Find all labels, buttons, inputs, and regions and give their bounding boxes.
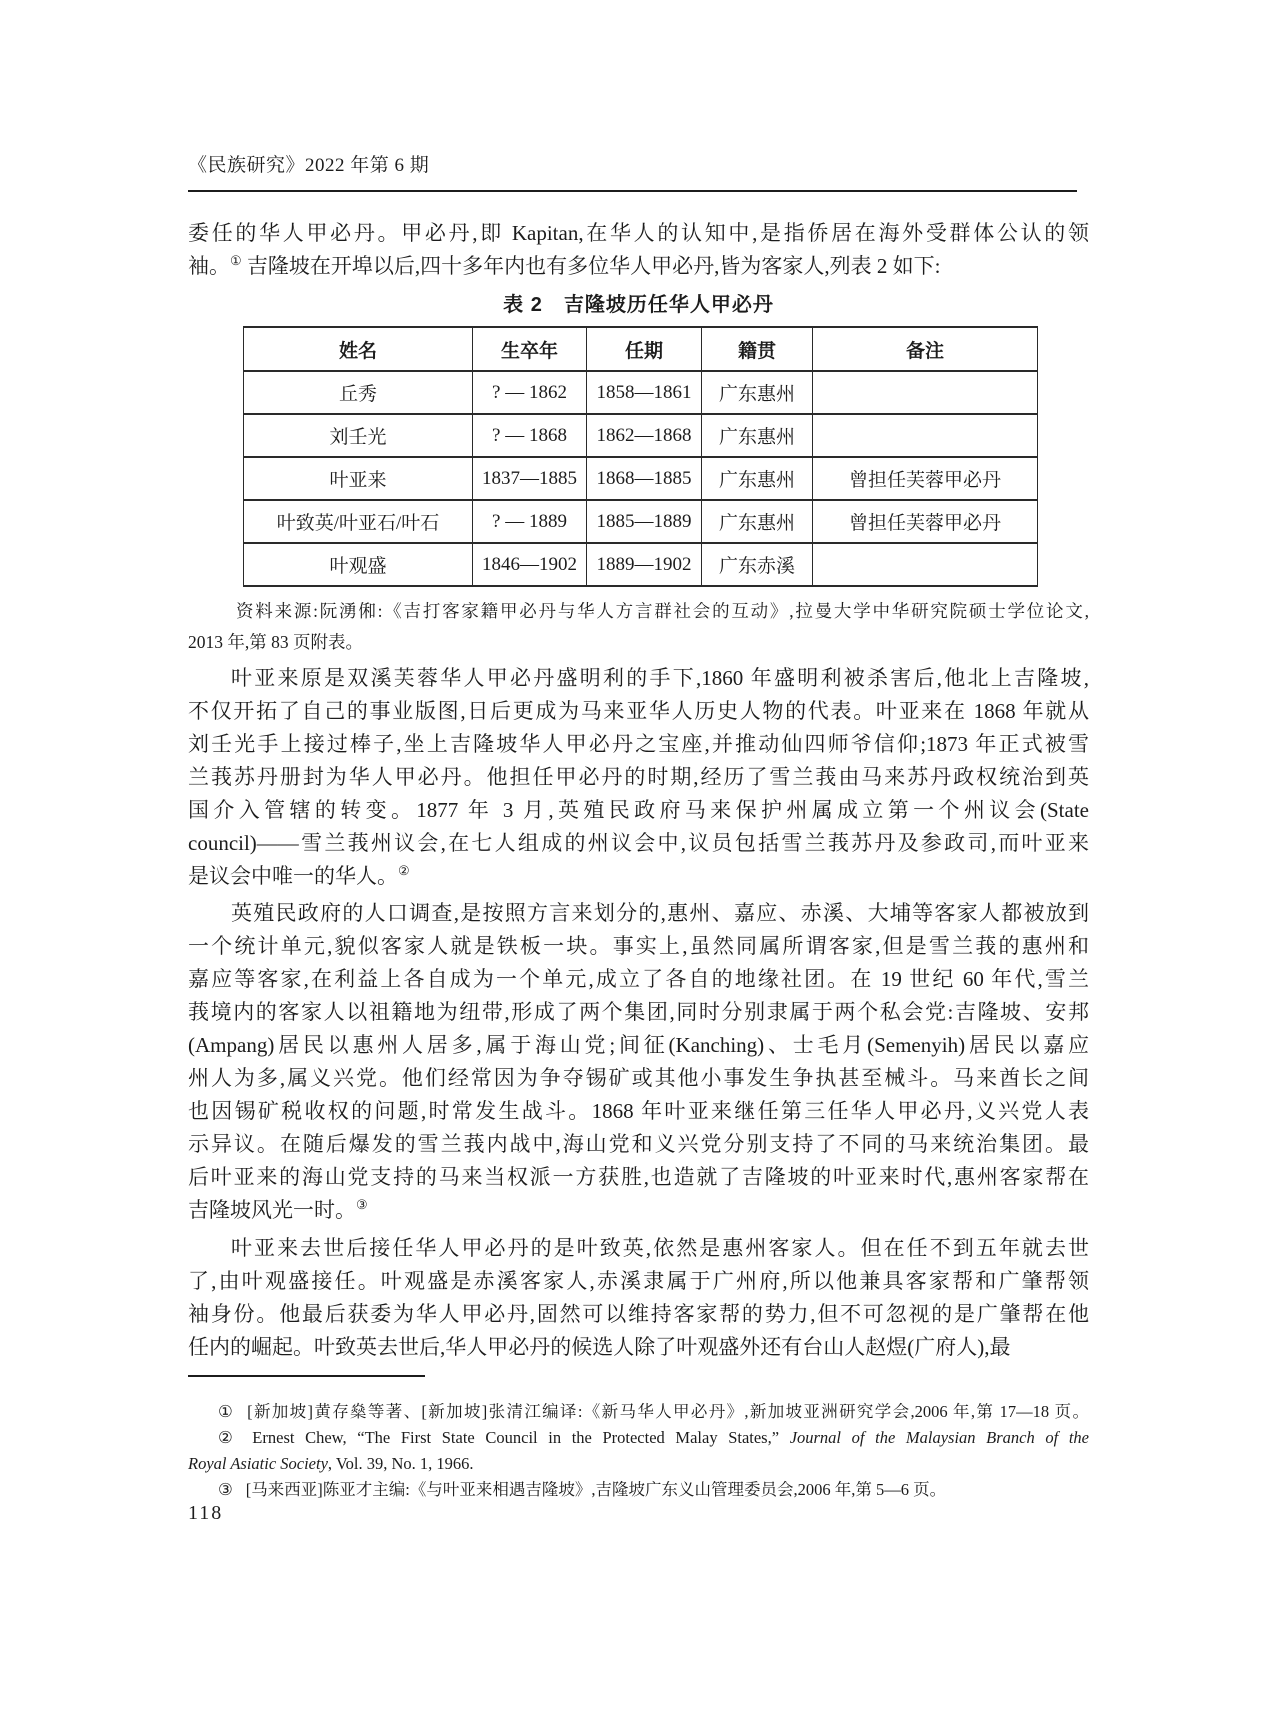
- table-cell: 叶观盛: [244, 543, 473, 586]
- footnote-2-journal-title: Journal of the Malaysian Branch of the: [789, 1428, 1089, 1447]
- table-header-cell: 任期: [587, 327, 702, 371]
- paragraph-census-factions-line: 嘉应等客家,在利益上各自成为一个单元,成立了各自的地缘社团。在 19 世纪 60 年代,雪兰: [188, 967, 1089, 991]
- paragraph-intro-line: 委任的华人甲必丹。甲必丹,即 Kapitan,在华人的认知中,是指侨居在海外受群体公认的领: [188, 221, 1089, 245]
- table-cell: 广东惠州: [702, 414, 813, 457]
- table-header-cell: 备注: [813, 327, 1038, 371]
- paragraph-yap-ah-loy-line: 不仅开拓了自己的事业版图,日后更成为马来亚华人历史人物的代表。叶亚来在 1868 年就从: [188, 699, 1089, 723]
- table-cell: 1858—1861: [587, 371, 702, 414]
- paragraph-intro: [188, 217, 1089, 283]
- table-cell: 1862—1868: [587, 414, 702, 457]
- footnote-3-marker: ③: [218, 1480, 233, 1499]
- footnote-2-marker: ②: [218, 1428, 240, 1447]
- journal-header: 《民族研究》2022 年第 6 期: [188, 155, 430, 176]
- table-header-cell: 姓名: [244, 327, 473, 371]
- paragraph-yap-ah-loy-line: 兰莪苏丹册封为华人甲必丹。他担任甲必丹的时期,经历了雪兰莪由马来苏丹政权统治到英: [188, 765, 1089, 789]
- paragraph-census-factions-line: 吉隆坡风光一时。③: [188, 1197, 368, 1222]
- paragraph-census-factions-line: (Ampang)居民以惠州人居多,属于海山党;间征(Kanching)、士毛月(Semenyih)居民以嘉应: [188, 1033, 1089, 1057]
- table-cell: ? — 1862: [473, 371, 587, 414]
- table-cell: 刘壬光: [244, 414, 473, 457]
- footnote-1: [188, 1399, 1089, 1425]
- paragraph-yap-ah-loy-line: 叶亚来原是双溪芙蓉华人甲必丹盛明利的手下,1860 年盛明利被杀害后,他北上吉隆坡,: [231, 666, 1089, 690]
- table-cell: ? — 1889: [473, 500, 587, 543]
- footnote-2-line2: [188, 1451, 1089, 1477]
- paragraph-yap-ah-loy: [188, 662, 1089, 893]
- paragraph-succession-line: 任内的崛起。叶致英去世后,华人甲必丹的候选人除了叶观盛外还有台山人赵煜(广府人),最: [188, 1335, 1011, 1359]
- table-row: [244, 414, 1038, 457]
- footnote-1-marker: ①: [218, 1402, 235, 1421]
- table-cell: ? — 1868: [473, 414, 587, 457]
- footnotes: [188, 1399, 1089, 1503]
- table-cell: 广东赤溪: [702, 543, 813, 586]
- table-cell: 1846—1902: [473, 543, 587, 586]
- paragraph-census-factions: [188, 897, 1089, 1227]
- table-row: [244, 500, 1038, 543]
- paragraph-yap-ah-loy-line: council)——雪兰莪州议会,在七人组成的州议会中,议员包括雪兰莪苏丹及参政司,而叶亚来: [188, 831, 1089, 855]
- table-cell: 广东惠州: [702, 500, 813, 543]
- table-cell: [813, 414, 1038, 457]
- paragraph-census-factions-line: 后叶亚来的海山党支持的马来当权派一方获胜,也造就了吉隆坡的叶亚来时代,惠州客家帮在: [188, 1165, 1089, 1189]
- table-header-cell: 籍贯: [702, 327, 813, 371]
- paragraph-census-factions-line: 一个统计单元,貌似客家人就是铁板一块。事实上,虽然同属所谓客家,但是雪兰莪的惠州和: [188, 934, 1089, 958]
- paragraph-census-factions-line: 州人为多,属义兴党。他们经常因为争夺锡矿或其他小事发生争执甚至械斗。马来酋长之间: [188, 1066, 1089, 1090]
- paragraph-census-factions-line: 也因锡矿税收权的问题,时常发生战斗。1868 年叶亚来继任第三任华人甲必丹,义兴党人表: [188, 1099, 1089, 1123]
- paragraph-succession-line: 袖身份。他最后获委为华人甲必丹,固然可以维持客家帮的势力,但不可忽视的是广肇帮在他: [188, 1302, 1089, 1326]
- kapitan-table-body: [244, 371, 1038, 586]
- footnote-1-text: [新加坡]黄存燊等著、[新加坡]张清江编译:《新马华人甲必丹》,新加坡亚洲研究学会,2006 年,第 17—18 页。: [247, 1402, 1089, 1421]
- kapitan-table: [243, 326, 1038, 587]
- table-cell: 广东惠州: [702, 371, 813, 414]
- table-cell: 曾担任芙蓉甲必丹: [813, 457, 1038, 500]
- footnote-ref: ①: [230, 253, 242, 268]
- paragraph-succession-line: 了,由叶观盛接任。叶观盛是赤溪客家人,赤溪隶属于广州府,所以他兼具客家帮和广肇帮领: [188, 1269, 1089, 1293]
- table-row: [244, 543, 1038, 586]
- table-row: [244, 457, 1038, 500]
- footnote-3: [188, 1477, 1089, 1503]
- paragraph-yap-ah-loy-line: 是议会中唯一的华人。②: [188, 863, 410, 888]
- table-cell: 叶致英/叶亚石/叶石: [244, 500, 473, 543]
- table-cell: 1885—1889: [587, 500, 702, 543]
- table-cell: 叶亚来: [244, 457, 473, 500]
- paragraph-intro-line: 袖。① 吉隆坡在开埠以后,四十多年内也有多位华人甲必丹,皆为客家人,列表 2 如下:: [188, 253, 941, 278]
- table-cell: [813, 543, 1038, 586]
- paragraph-succession: [188, 1232, 1089, 1364]
- page-number: 118: [188, 1502, 224, 1524]
- footnote-2-journal-title-cont: Royal Asiatic Society: [188, 1454, 328, 1473]
- source-note-line: 资料来源:阮湧俰:《吉打客家籍甲必丹与华人方言群社会的互动》,拉曼大学中华研究院硕士学位论文,: [236, 601, 1089, 621]
- table-caption: 表 2 吉隆坡历任华人甲必丹: [503, 294, 774, 316]
- footnote-2-text-roman: Ernest Chew, “The First State Council in the Protected Malay States,”: [252, 1428, 790, 1447]
- table-cell: 1837—1885: [473, 457, 587, 500]
- table-cell: [813, 371, 1038, 414]
- paragraph-yap-ah-loy-line: 国介入管辖的转变。1877 年 3 月,英殖民政府马来保护州属成立第一个州议会(State: [188, 798, 1089, 822]
- paragraph-census-factions-line: 示异议。在随后爆发的雪兰莪内战中,海山党和义兴党分别支持了不同的马来统治集团。最: [188, 1132, 1089, 1156]
- footnote-ref: ②: [398, 863, 410, 878]
- table-header-row: [244, 327, 1038, 371]
- footnote-divider: [188, 1375, 425, 1377]
- footnote-3-text: [马来西亚]陈亚才主编:《与叶亚来相遇吉隆坡》,吉隆坡广东义山管理委员会,2006 年,第 5—6 页。: [245, 1480, 947, 1499]
- footnote-2-line1: [188, 1425, 1089, 1451]
- table-row: [244, 371, 1038, 414]
- table-cell: 丘秀: [244, 371, 473, 414]
- table-cell: 1868—1885: [587, 457, 702, 500]
- table-cell: 广东惠州: [702, 457, 813, 500]
- table-header-cell: 生卒年: [473, 327, 587, 371]
- source-note-line: 2013 年,第 83 页附表。: [188, 632, 363, 652]
- paragraph-yap-ah-loy-line: 刘壬光手上接过棒子,坐上吉隆坡华人甲必丹之宝座,并推动仙四师爷信仰;1873 年正式被雪: [188, 732, 1089, 756]
- source-note: [188, 596, 1089, 658]
- paragraph-census-factions-line: 莪境内的客家人以祖籍地为纽带,形成了两个集团,同时分别隶属于两个私会党:吉隆坡、安邦: [188, 1000, 1089, 1024]
- table-cell: 曾担任芙蓉甲必丹: [813, 500, 1038, 543]
- paragraph-succession-line: 叶亚来去世后接任华人甲必丹的是叶致英,依然是惠州客家人。但在任不到五年就去世: [231, 1236, 1089, 1260]
- table-cell: 1889—1902: [587, 543, 702, 586]
- paragraph-census-factions-line: 英殖民政府的人口调查,是按照方言来划分的,惠州、嘉应、赤溪、大埔等客家人都被放到: [231, 901, 1089, 925]
- footnote-ref: ③: [356, 1197, 368, 1212]
- header-rule: [188, 190, 1077, 192]
- footnote-2-volume-info: , Vol. 39, No. 1, 1966.: [327, 1454, 474, 1473]
